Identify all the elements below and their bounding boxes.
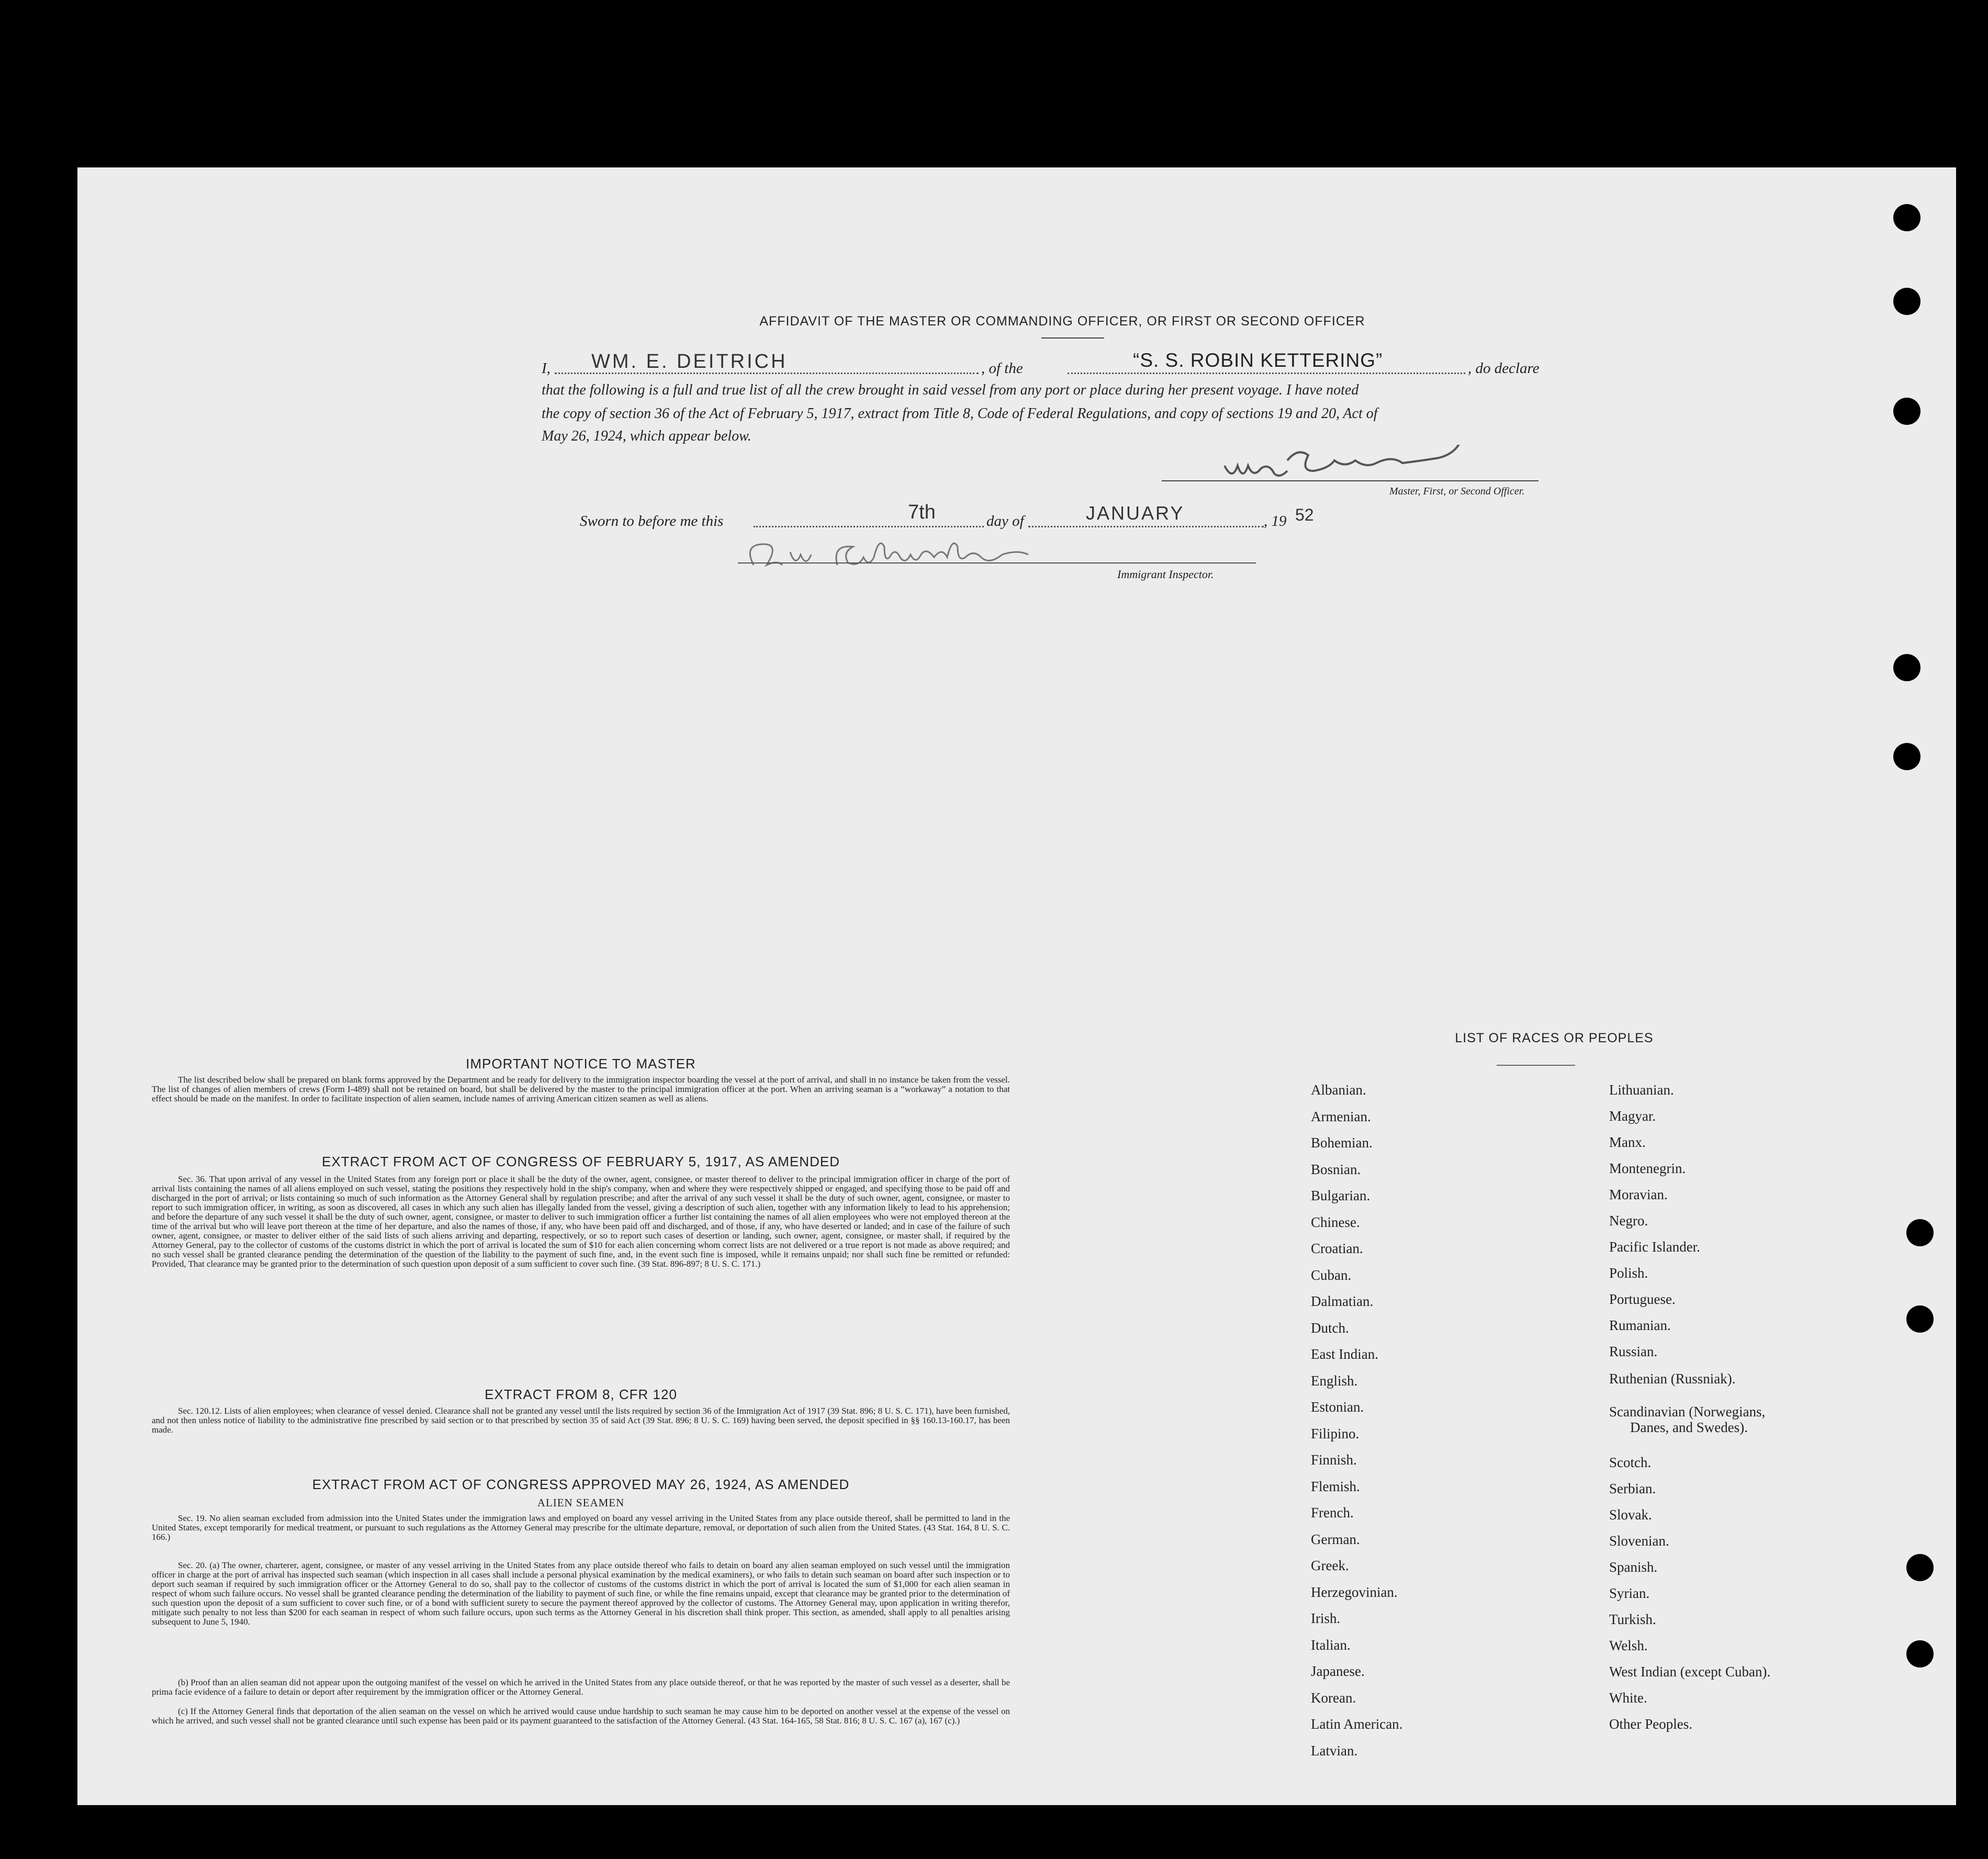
- extract1-title: EXTRACT FROM ACT OF CONGRESS OF FEBRUARY 5, 1917, AS AMENDED: [322, 1154, 840, 1169]
- master-caption: Master, First, or Second Officer.: [1389, 486, 1525, 497]
- race-item: German.: [1311, 1531, 1360, 1547]
- race-item: Polish.: [1609, 1265, 1648, 1281]
- race-item: Slovak.: [1609, 1507, 1652, 1523]
- race-item: Magyar.: [1609, 1108, 1656, 1124]
- punch-hole: [1906, 1219, 1934, 1246]
- race-item: English.: [1311, 1372, 1358, 1389]
- race-item: Danes, and Swedes).: [1630, 1419, 1748, 1435]
- affidavit-title: AFFIDAVIT OF THE MASTER OR COMMANDING OFFICER, OR FIRST OR SECOND OFFICER: [759, 314, 1365, 329]
- race-item: Herzegovinian.: [1311, 1584, 1398, 1600]
- day-of: day of: [986, 513, 1024, 529]
- inspector-signature-line: [738, 562, 1256, 564]
- race-item: Bohemian.: [1311, 1135, 1373, 1151]
- master-name: WM. E. DEITRICH: [591, 351, 788, 373]
- race-item: Latvian.: [1311, 1742, 1358, 1759]
- sworn-month: JANUARY: [1086, 502, 1185, 524]
- vessel-name-field: [1068, 373, 1465, 374]
- extract3-text-3: (b) Proof than an alien seaman did not appear upon the outgoing manifest of the vessel on which he arrived in the United States from any place outside thereof, or that he was reported by the master of such vessel as a deserter, shall be prima facie evidence of a failure to detain or deport after requirement by the immigration officer or the Attorney General.: [152, 1677, 1010, 1697]
- race-item: Portuguese.: [1609, 1291, 1676, 1307]
- extract2-text: Sec. 120.12. Lists of alien employees; when clearance of vessel denied. Clearance shall not be granted any vessel until the lists required by section 36 of the Immigration Act of 1917 (39 Stat. 896; 8 U. S. C. 171), have been furnished, and not then unless notice of liability to the administrative fine prescribed by said section or to that prescribed by section 35 of said Act (39 Stat. 896; 8 U. S. C. 169) having been served, the deposit specified in §§ 160.13-160.17, has been made.: [152, 1406, 1010, 1435]
- race-item: Finnish.: [1311, 1452, 1357, 1468]
- race-item: Filipino.: [1311, 1425, 1360, 1441]
- declaration-line-3: the copy of section 36 of the Act of February 5, 1917, extract from Title 8, Code of Federal Regulations, and copy of sections 19 and 20, Act of: [542, 405, 1378, 422]
- race-item: Irish.: [1311, 1610, 1341, 1626]
- race-item: Italian.: [1311, 1637, 1351, 1653]
- year-suffix: 52: [1295, 505, 1314, 524]
- sworn-prefix: Sworn to before me this: [580, 513, 724, 529]
- race-item: White.: [1609, 1690, 1647, 1706]
- inspector-caption: Immigrant Inspector.: [1117, 568, 1214, 581]
- race-item: Croatian.: [1311, 1241, 1363, 1256]
- race-item: Latin American.: [1311, 1716, 1403, 1732]
- race-item: Greek.: [1311, 1558, 1349, 1573]
- race-item: Serbian.: [1609, 1481, 1656, 1496]
- do-declare: , do declare: [1468, 360, 1540, 377]
- extract3-subtitle: ALIEN SEAMEN: [537, 1496, 625, 1509]
- extract3-title: EXTRACT FROM ACT OF CONGRESS APPROVED MAY 26, 1924, AS AMENDED: [312, 1477, 850, 1492]
- race-item: East Indian.: [1311, 1346, 1378, 1362]
- race-item: Flemish.: [1311, 1478, 1360, 1494]
- races-title: LIST OF RACES OR PEOPLES: [1455, 1031, 1654, 1045]
- year-prefix: , 19: [1264, 513, 1287, 529]
- punch-hole: [1893, 204, 1920, 231]
- notice-text: The list described below shall be prepared on blank forms approved by the Department and be ready for delivery to the immigration inspector boarding the vessel at the port of arrival, and shall in no instance be taken from the vessel. The list of changes of alien members of crews (Form I-489) shall not be retained on board, but shall be delivered by the master to the principal immigration officer at the port. When an arriving seaman is a “workaway” a notation to that effect should be made on the manifest. In order to facilitate inspection of alien seamen, include names of arriving American citizen seamen as well as aliens.: [152, 1075, 1010, 1103]
- race-item: Bulgarian.: [1311, 1188, 1371, 1203]
- race-item: Lithuanian.: [1609, 1082, 1674, 1098]
- race-item: Turkish.: [1609, 1612, 1656, 1627]
- race-item: Negro.: [1609, 1213, 1648, 1229]
- race-item: Japanese.: [1311, 1663, 1365, 1679]
- extract2-title: EXTRACT FROM 8, CFR 120: [485, 1387, 677, 1402]
- race-item: Syrian.: [1609, 1585, 1650, 1601]
- declaration-line-2: that the following is a full and true list of all the crew brought in said vessel from any port or place during her present voyage. I have noted: [542, 382, 1359, 398]
- race-item: Russian.: [1609, 1344, 1658, 1359]
- race-item: Armenian.: [1311, 1108, 1371, 1124]
- race-item: Rumanian.: [1609, 1317, 1671, 1333]
- sworn-day: 7th: [908, 501, 936, 523]
- punch-hole: [1893, 654, 1920, 681]
- race-item: Scotch.: [1609, 1455, 1652, 1470]
- punch-hole: [1893, 743, 1920, 770]
- race-item: French.: [1311, 1505, 1354, 1520]
- declaration-line-4: May 26, 1924, which appear below.: [542, 428, 751, 444]
- race-item: Slovenian.: [1609, 1533, 1669, 1549]
- master-signature-line: [1162, 480, 1538, 481]
- punch-hole: [1893, 288, 1920, 315]
- sworn-day-field: [754, 526, 984, 527]
- race-item: Dutch.: [1311, 1320, 1349, 1336]
- race-item: Scandinavian (Norwegians,: [1609, 1404, 1766, 1419]
- punch-hole: [1893, 398, 1920, 425]
- race-item: Manx.: [1609, 1134, 1646, 1150]
- race-item: West Indian (except Cuban).: [1609, 1664, 1771, 1680]
- race-item: Albanian.: [1311, 1082, 1366, 1098]
- title-rule: [1041, 337, 1104, 339]
- punch-hole: [1906, 1554, 1934, 1581]
- race-item: Cuban.: [1311, 1267, 1352, 1283]
- race-item: Pacific Islander.: [1609, 1239, 1700, 1255]
- race-item: Welsh.: [1609, 1638, 1648, 1653]
- race-item: Ruthenian (Russniak).: [1609, 1371, 1736, 1387]
- punch-hole: [1906, 1640, 1934, 1668]
- of-the: , of the: [981, 360, 1023, 377]
- race-item: Bosnian.: [1311, 1161, 1361, 1177]
- race-item: Korean.: [1311, 1689, 1356, 1706]
- extract3-text-4: (c) If the Attorney General finds that deportation of the alien seaman on the vessel on which he arrived would cause undue hardship to such seaman he may cause him to be deported on another vessel at the expense of the vessel on which he arrived, and such vessel shall not be granted clearance until such expense has been paid or its payment guaranteed to the satisfaction of the Attorney General. (43 Stat. 164-165, 58 Stat. 816; 8 U. S. C. 167 (a), 167 (c).): [152, 1706, 1010, 1726]
- notice-title: IMPORTANT NOTICE TO MASTER: [466, 1056, 696, 1072]
- intro-i: I,: [542, 360, 551, 377]
- race-item: Estonian.: [1311, 1399, 1364, 1415]
- vessel-name: “S. S. ROBIN KETTERING”: [1133, 350, 1383, 371]
- extract3-text-1: Sec. 19. No alien seaman excluded from admission into the United States under the immigration laws and employed on board any vessel arriving in the United States from any place outside thereof, shall be permitted to land in the United States, except temporarily for medical treatment, or pursuant to such regulations as the Attorney General may prescribe for the ultimate departure, removal, or deportation of such alien from the United States. (43 Stat. 164, 8 U. S. C. 166.): [152, 1513, 1010, 1542]
- race-item: Montenegrin.: [1609, 1161, 1686, 1176]
- races-title-rule: [1497, 1065, 1575, 1066]
- sworn-month-field: [1028, 526, 1264, 527]
- race-item: Chinese.: [1311, 1214, 1360, 1230]
- inspector-signature: [733, 534, 1109, 586]
- race-item: Moravian.: [1609, 1187, 1668, 1202]
- race-item: Spanish.: [1609, 1559, 1658, 1575]
- extract1-text: Sec. 36. That upon arrival of any vessel in the United States from any foreign port or place it shall be the duty of the owner, agent, consignee, or master thereof to deliver to the principal immigration officer in charge of the port of arrival lists containing the names of all aliens employed on such vessel, stating the positions they respectively hold in the ship's company, when and where they were respectively shipped or engaged, and specifying those to be paid off and discharged in the port of arrival; or lists containing so much of such information as the Attorney General shall by regulation prescribe; and after the arrival of any such vessel it shall be the duty of such owner, agent, consignee, or master to report to such immigration officer, in writing, as soon as discovered, all cases in which any such alien has illegally landed from the vessel, giving a description of such alien, together with any information likely to lead to his apprehension; and before the departure of any such vessel it shall be the duty of such owner, agent, consignee, or master to deliver to such immigration officer a further list containing the names of all alien employees who were not employed thereon at the time of the arrival but who will leave port thereon at the time of her departure, and also the names of those, if any, who have been paid off and discharged, and of those, if any, who have deserted or landed; and in case of the failure of such owner, agent, consignee, or master to deliver either of the said lists of such aliens arriving and departing, respectively, or so to report such cases of desertion or landing, such owner, agent, consignee, or master shall, if required by the Attorney General, pay to the collector of customs of the customs district in which the port of arrival is located the sum of $10 for each alien concerning whom correct lists are not delivered or a true report is not made as above required; and no such vessel shall be granted clearance pending the determination of the question of the liability to the payment of such fine, and, in the event such fine is imposed, while it remains unpaid; nor shall such fine be remitted or refunded: Provided, That clearance may be granted prior to the determination of such question upon deposit of a sum sufficient to cover such fine. (39 Stat. 896-897; 8 U. S. C. 171.): [152, 1174, 1010, 1269]
- race-item: Dalmatian.: [1311, 1293, 1374, 1309]
- extract3-text-2: Sec. 20. (a) The owner, charterer, agent, consignee, or master of any vessel arriving in the United States from any place outside thereof who fails to detain on board any alien seaman employed on such vessel until the immigration officer in charge at the port of arrival has inspected such seaman (which inspection in all cases shall include a personal physical examination by the medical examiners), or who fails to detain such seaman on board after such inspection or to deport such seaman if required by such immigration officer or the Attorney General to do so, shall pay to the collector of customs of the customs district in which the port of arrival is located the sum of $1,000 for each alien seaman in respect of whom such failure occurs. No vessel shall be granted clearance pending the determination of the liability to payment of such fine, or while the fine remains unpaid, except that clearance may be granted prior to the determination of such question upon the deposit of a sum sufficient to cover such fine, or of a bond with sufficient surety to secure the payment thereof approved by the collector of customs. The Attorney General may, upon application in writing therefor, mitigate such penalty to not less than $200 for each seaman in respect of whom such failure occurs, upon such terms as the Attorney General in his discretion shall think proper. This section, as amended, shall apply to all penalties arising subsequent to June 5, 1940.: [152, 1560, 1010, 1627]
- race-item: Other Peoples.: [1609, 1716, 1692, 1732]
- punch-hole: [1906, 1305, 1934, 1333]
